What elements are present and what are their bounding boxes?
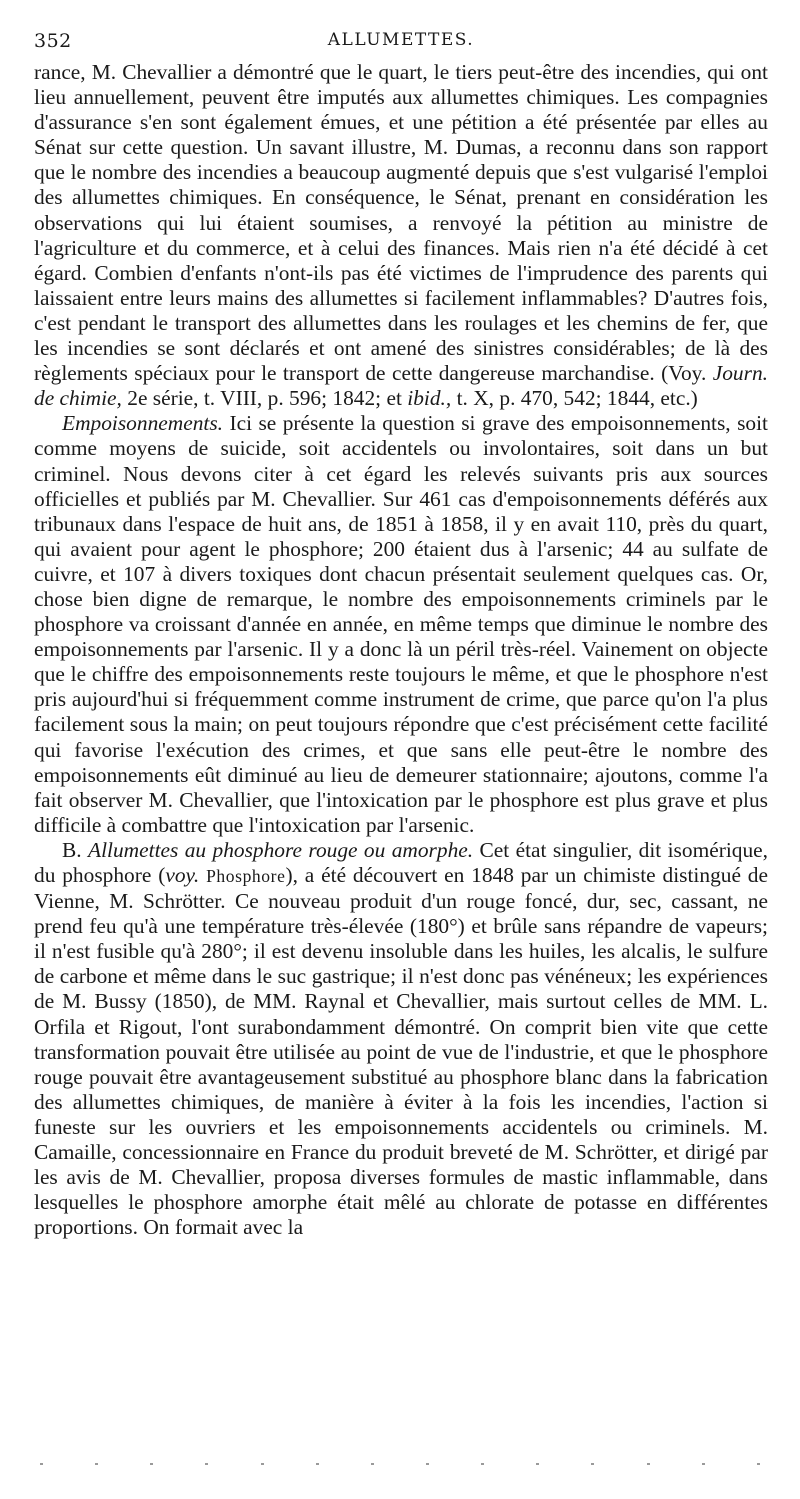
paragraph-text: 2e série, t. VIII, p. 596; 1842; et	[121, 386, 408, 411]
paragraph-text: Cet état singulier, dit isomérique, du phosphore (	[34, 837, 769, 887]
section-heading-poisonings: Empoisonnements.	[62, 411, 224, 436]
voy-reference: voy.	[165, 863, 200, 887]
body-text	[34, 60, 768, 1240]
section-heading-red-phosphorus: Allumettes au phosphore rouge ou amorphe.	[88, 837, 474, 862]
cross-reference-phosphore: Phosphore	[206, 866, 286, 886]
scan-artifact-dots	[40, 1463, 760, 1469]
section-label: B.	[62, 837, 82, 862]
paragraph-fire-risks	[34, 60, 768, 411]
page-number: 352	[34, 30, 72, 52]
paragraph-poisonings	[34, 411, 768, 838]
ibid-reference: ibid.,	[407, 386, 452, 411]
paragraph-red-phosphorus	[34, 838, 768, 1241]
journal-reference: Journ. de chimie,	[34, 361, 768, 411]
paragraph-text: rance, M. Chevallier a démontré que le quart, le tiers peut-être des incendies, qui ont lieu annuellement, peuvent être imputés aux allumettes chimiques. Les compagnies d'assurance s'en sont également émues, et une pétition a été présentée par elles au Sénat sur cette question. Un savant illustre, M. Dumas, a reconnu dans son rapport que le nombre des incendies a beaucoup augmenté depuis que s'est vulgarisé l'emploi des allumettes chimiques. En conséquence, le Sénat, prenant en considération les observations qui lui étaient soumises, a renvoyé la pétition au ministre de l'agriculture et du commerce, et à celui des finances. Mais rien n'a été décidé à cet égard. Combien d'enfants n'ont-ils pas été victimes de l'imprudence des parents qui laissaient entre leurs mains des allumettes si facilement inflammables? D'autres fois, c'est pendant le transport des allumettes dans les roulages et les chemins de fer, que les incendies se sont déclarés et ont amené des sinistres considérables; de là des règlements spéciaux pour le transport de cette dangereuse marchandise. (Voy.	[34, 60, 768, 386]
running-title: ALLUMETTES.	[327, 30, 475, 50]
paragraph-text: t. X, p. 470, 542; 1844, etc.)	[451, 386, 698, 411]
page-header	[34, 26, 768, 60]
paragraph-text: ), a été découvert en 1848 par un chimiste distingué de Vienne, M. Schrötter. Ce nouveau produit d'un rouge foncé, dur, sec, cassant, ne prend feu qu'à une température très-élevée (180°) et brûle sans répandre de vapeurs; il n'est fusible qu'à 280°; il est devenu insoluble dans les huiles, les alcalis, le sulfure de carbone et même dans le suc gastrique; il n'est donc pas vénéneux; les expériences de M. Bussy (1850), de MM. Raynal et Chevallier, mais surtout celles de MM. L. Orfila et Rigout, l'ont surabondamment démontré. On comprit bien vite que cette transformation pouvait être utilisée au point de vue de l'industrie, et que le phosphore rouge pouvait être avantageusement substitué au phosphore blanc dans la fabrication des allumettes chimiques, de manière à éviter à la fois les incendies, l'action si funeste sur les ouvriers et les empoisonnements accidentels ou criminels. M. Camaille, concessionnaire en France du produit breveté de M. Schrötter, et dirigé par les avis de M. Chevallier, proposa diverses formules de mastic inflammable, dans lesquelles le phosphore amorphe était mêlé au chlorate de potasse en différentes proportions. On formait avec la	[34, 863, 768, 1240]
paragraph-text: Ici se présente la question si grave des empoisonnements, soit comme moyens de suicide, soit accidentels ou involontaires, soit dans un but criminel. Nous devons citer à cet égard les relevés suivants pris aux sources officielles et publiés par M. Chevallier. Sur 461 cas d'empoisonnements déférés aux tribunaux dans l'espace de huit ans, de 1851 à 1858, il y en avait 110, près du quart, qui avaient pour agent le phosphore; 200 étaient dus à l'arsenic; 44 au sulfate de cuivre, et 107 à divers toxiques dont chacun présentait seulement quelques cas. Or, chose bien digne de remarque, le nombre des empoisonnements criminels par le phosphore va croissant d'année en année, en même temps que diminue le nombre des empoisonnements par l'arsenic. Il y a donc là un péril très-réel. Vainement on objecte que le chiffre des empoisonnements reste toujours le même, et que le phosphore n'est pris aujourd'hui si fréquemment comme instrument de crime, que parce qu'on l'a plus facilement sous la main; on peut toujours répondre que c'est précisément cette facilité qui favorise l'exécution des crimes, et que sans elle peut-être le nombre des empoisonnements eût diminué au lieu de demeurer stationnaire; ajoutons, comme l'a fait observer M. Chevallier, que l'intoxication par le phosphore est plus grave et plus difficile à combattre que l'intoxication par l'arsenic.	[34, 411, 768, 837]
book-page	[34, 26, 768, 1240]
